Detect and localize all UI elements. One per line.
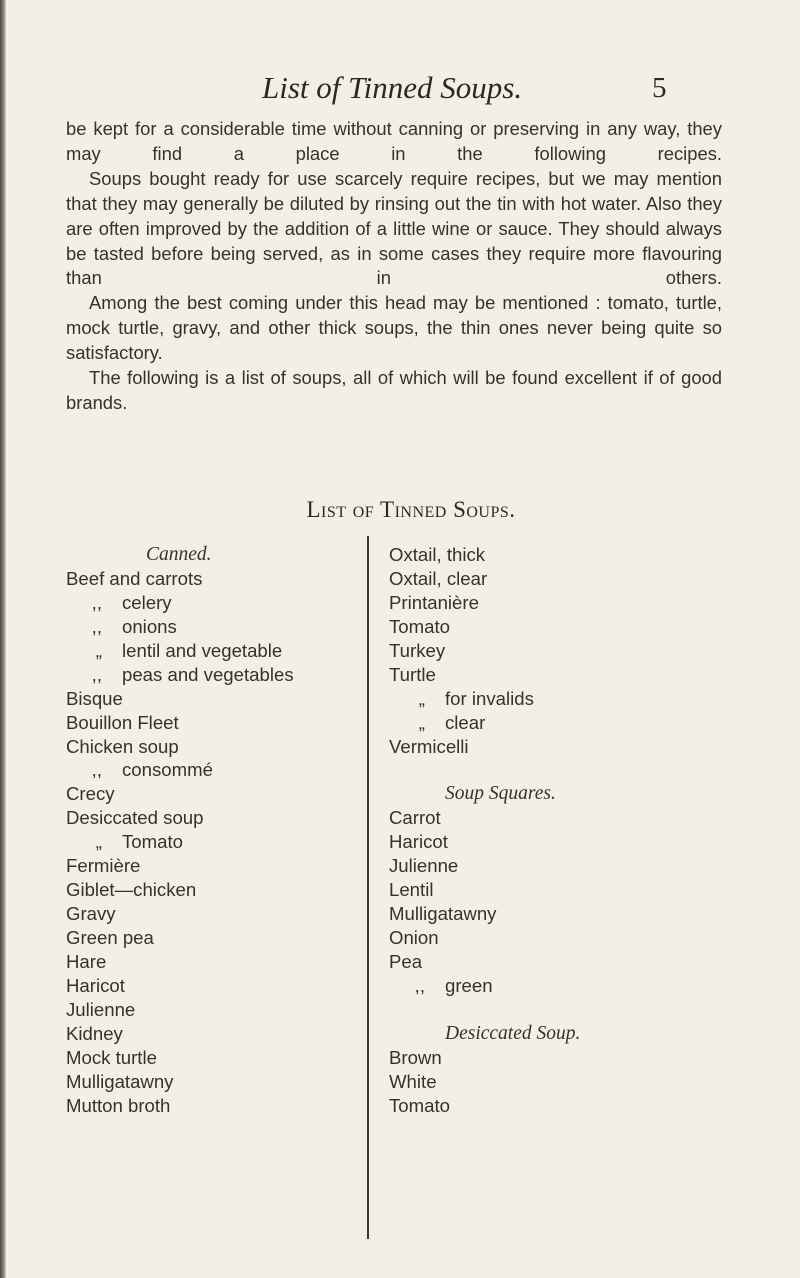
list-item	[389, 878, 749, 902]
column-divider	[367, 536, 369, 1239]
list-item	[66, 998, 366, 1022]
list-item-text: Oxtail, thick	[389, 544, 486, 565]
list-item-text: White	[389, 1070, 437, 1092]
list-item-text: Haricot	[389, 831, 448, 853]
list-item	[389, 926, 749, 950]
canned-list	[66, 567, 366, 1118]
list-item-text: Mulligatawny	[66, 1070, 174, 1092]
intro-paragraph: The following is a list of soups, all of which will be found excellent if of good brands.	[66, 367, 722, 413]
section-title-desiccated: Desiccated Soup.	[445, 1022, 581, 1044]
list-item	[66, 758, 366, 782]
section-title-soup-squares: Soup Squares.	[445, 783, 556, 805]
list-item	[66, 567, 366, 591]
list-item	[389, 806, 749, 830]
list-item-text: Tomato	[389, 615, 450, 637]
list-item	[389, 567, 749, 591]
list-item	[66, 878, 366, 902]
list-item-text: Green pea	[66, 927, 154, 948]
list-item	[66, 854, 366, 878]
list-item	[66, 830, 366, 854]
list-item	[66, 735, 366, 759]
running-head	[0, 70, 800, 110]
ditto-mark: ,,	[414, 974, 425, 996]
list-item	[66, 1094, 366, 1118]
list-item	[66, 974, 366, 998]
list-item	[66, 950, 366, 974]
ditto-mark: „	[95, 831, 102, 853]
list-item	[389, 974, 749, 998]
list-item	[389, 950, 749, 974]
ditto-mark: „	[95, 639, 102, 661]
list-item	[66, 1022, 366, 1046]
list-item-text: Bouillon Fleet	[66, 711, 179, 733]
list-item-text: green	[445, 974, 493, 996]
list-item-text: Gravy	[66, 903, 116, 925]
list-item-text: Haricot	[66, 974, 125, 996]
list-item-text: Tomato	[122, 831, 183, 853]
list-item-text: Vermicelli	[389, 735, 469, 757]
list-item	[389, 902, 749, 926]
list-item-text: clear	[445, 711, 486, 733]
list-item-text: Printanière	[389, 591, 479, 613]
list-item-text: Mutton broth	[66, 1094, 171, 1116]
spacer	[389, 998, 749, 1022]
list-item-text: Kidney	[66, 1022, 123, 1044]
list-item	[66, 1046, 366, 1070]
list-item	[66, 806, 366, 830]
soup-squares-list	[389, 806, 749, 998]
ditto-mark: „	[418, 687, 425, 709]
left-column	[66, 543, 366, 1118]
list-item-text: for invalids	[445, 687, 534, 709]
list-item-text: Hare	[66, 950, 107, 972]
ditto-mark: „	[418, 711, 425, 733]
list-item-text: Oxtail, clear	[389, 567, 488, 589]
list-item	[389, 1094, 749, 1118]
list-item-text: Mulligatawny	[389, 903, 497, 925]
list-item-text: Onion	[389, 927, 439, 948]
list-item-text: peas and vegetables	[122, 663, 294, 685]
list-item	[389, 735, 749, 759]
list-item-text: lentil and vegetable	[122, 639, 283, 661]
list-item-text: Lentil	[389, 879, 434, 901]
list-item-text: Carrot	[389, 807, 441, 829]
page-binding-edge	[0, 0, 6, 1278]
intro-paragraph: be kept for a considerable time without canning or preserving in any way, they may find a place in the following recipes.	[66, 118, 722, 164]
list-item	[389, 615, 749, 639]
ditto-mark: ,,	[91, 663, 102, 685]
section-title-canned: Canned.	[146, 544, 212, 565]
list-item-text: Turkey	[389, 639, 446, 661]
list-item	[389, 543, 749, 567]
list-item-text: Fermière	[66, 855, 141, 877]
list-item	[389, 830, 749, 854]
list-item-text: onions	[122, 615, 177, 637]
running-head-title: List of Tinned Soups.	[262, 70, 523, 105]
list-item-text: Tomato	[389, 1094, 450, 1116]
ditto-mark: ,,	[91, 591, 102, 613]
list-item-text: Brown	[389, 1046, 442, 1068]
right-column	[389, 543, 749, 1118]
list-item	[389, 663, 749, 687]
intro-paragraph: Among the best coming under this head may be mentioned : tomato, turtle, mock turtle, gravy, and other thick soups, the thin ones never being quite so satisfactory.	[66, 292, 722, 364]
list-item	[66, 711, 366, 735]
list-item	[66, 591, 366, 615]
list-item	[66, 687, 366, 711]
list-item-text: Giblet—chicken	[66, 879, 197, 901]
list-item	[389, 1070, 749, 1094]
list-item-text: Beef and carrots	[66, 567, 203, 589]
desiccated-list	[389, 1046, 749, 1118]
list-item	[389, 687, 749, 711]
list-item	[389, 854, 749, 878]
list-item	[66, 639, 366, 663]
list-item-text: Julienne	[66, 998, 136, 1020]
list-item-text: Julienne	[389, 855, 459, 877]
page-number: 5	[652, 72, 667, 104]
list-item-text: celery	[122, 591, 172, 613]
list-item	[389, 711, 749, 735]
list-item	[66, 926, 366, 950]
list-item	[66, 782, 366, 806]
list-item-text: Pea	[389, 950, 423, 972]
list-heading	[0, 497, 800, 523]
list-item-text: consommé	[122, 759, 213, 781]
list-item	[389, 1046, 749, 1070]
list-item	[66, 615, 366, 639]
list-item-text: Desiccated soup	[66, 807, 204, 829]
list-item	[66, 1070, 366, 1094]
list-item	[389, 639, 749, 663]
list-item	[389, 591, 749, 615]
list-item-text: Mock turtle	[66, 1046, 157, 1068]
intro-text	[66, 117, 722, 416]
list-item	[66, 902, 366, 926]
list-item-text: Chicken soup	[66, 735, 179, 757]
list-item-text: Crecy	[66, 783, 115, 805]
spacer	[389, 758, 749, 782]
list-heading-text: List of Tinned Soups.	[306, 497, 516, 522]
canned-list-continued	[389, 543, 749, 758]
ditto-mark: ,,	[91, 759, 102, 781]
list-item-text: Bisque	[66, 687, 123, 709]
list-item	[66, 663, 366, 687]
list-item-text: Turtle	[389, 663, 436, 685]
intro-paragraph: Soups bought ready for use scarcely require recipes, but we may mention that they may generally be diluted by rinsing out the tin with hot water. Also they are often improved by the addition of a little wine or sauce. They should always be tasted before being served, as in some cases they require more flavouring than in others.	[66, 167, 722, 289]
ditto-mark: ,,	[91, 615, 102, 637]
